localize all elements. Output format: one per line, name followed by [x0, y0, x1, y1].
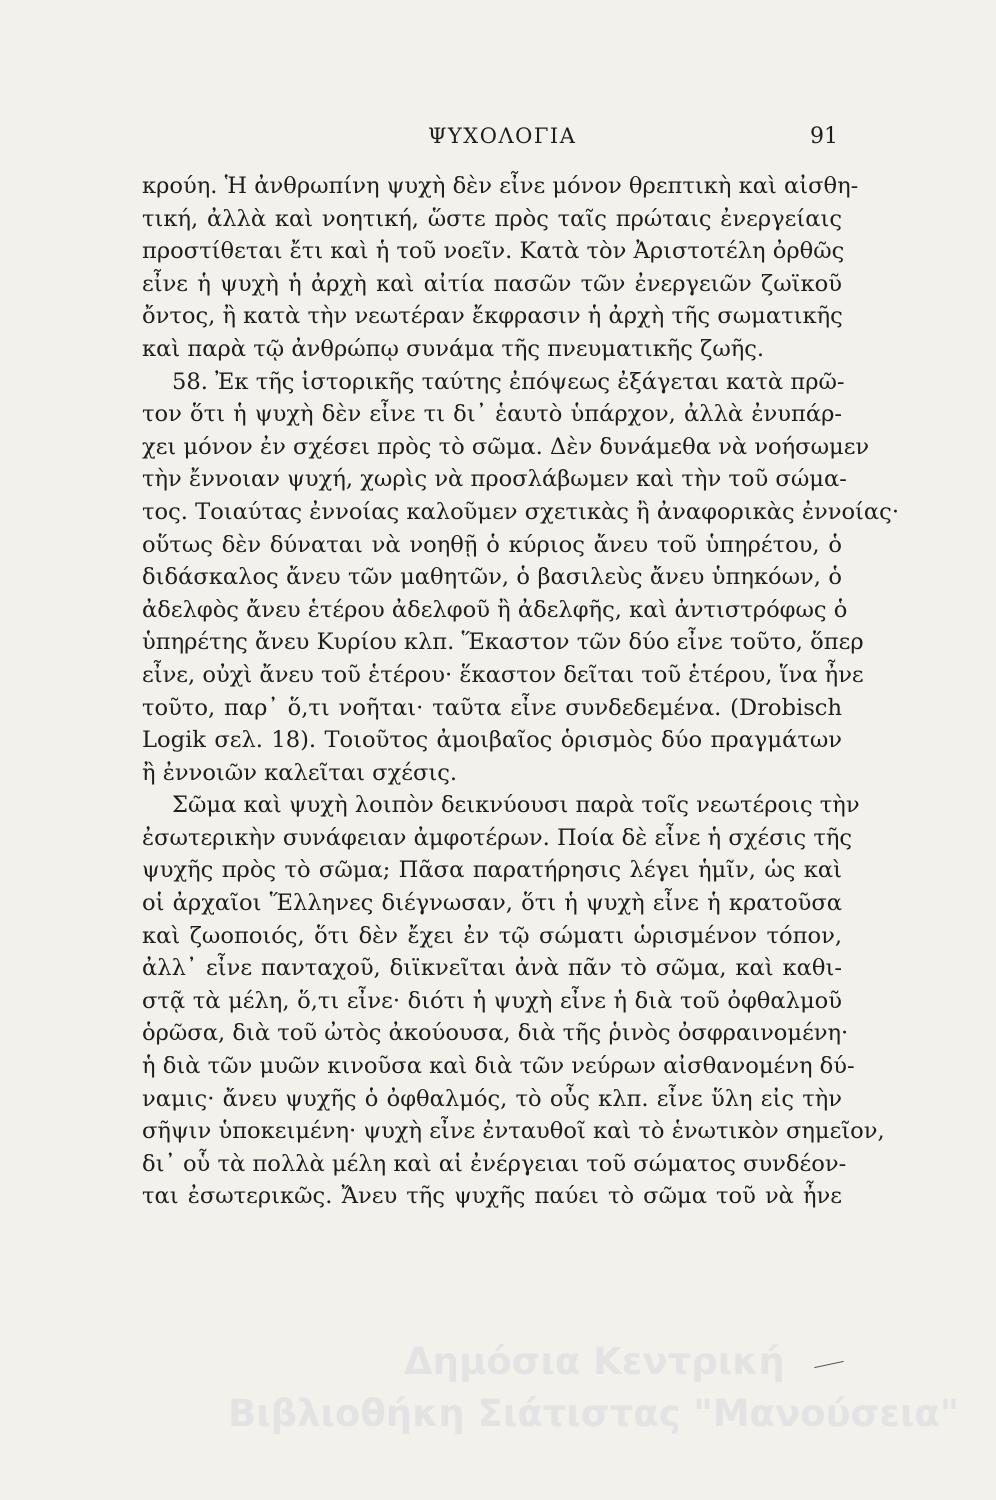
text-line: κρούη. Ἡ ἀνθρωπίνη ψυχὴ δὲν εἶνε μόνον θρεπτικὴ καὶ αἰσθη-: [142, 173, 859, 199]
text-line: σῆψιν ὑποκειμένη· ψυχὴ εἶνε ἐνταυθοῖ καὶ τὸ ἑνωτικὸν σημεῖον,: [142, 1118, 885, 1145]
text-line: ὁρῶσα, διὰ τοῦ ὠτὸς ἀκούουσα, διὰ τῆς ῥινὸς ὀσφραινομένη·: [142, 1020, 849, 1047]
page-header: [0, 124, 996, 158]
text-line: ἡ διὰ τῶν μυῶν κινοῦσα καὶ διὰ τῶν νεύρων αἰσθανομένη δύ-: [142, 1053, 855, 1080]
text-line: ψυχῆς πρὸς τὸ σῶμα; Πᾶσα παρατήρησις λέγει ἡμῖν, ὡς καὶ: [142, 857, 842, 884]
text-line: τική, ἀλλὰ καὶ νοητική, ὥστε πρὸς ταῖς πρώταις ἐνεργείαις: [142, 205, 842, 232]
text-line: οἱ ἀρχαῖοι Ἕλληνες διέγνωσαν, ὅτι ἡ ψυχὴ εἶνε ἡ κρατοῦσα: [142, 890, 842, 917]
body-text: [142, 170, 900, 1213]
text-line: ἀλλ᾽ εἶνε πανταχοῦ, διϊκνεῖται ἀνὰ πᾶν τὸ σῶμα, καὶ καθι-: [142, 955, 842, 982]
text-line: τοῦτο, παρ᾽ ὅ,τι νοῆται· ταῦτα εἶνε συνδεδεμένα. (Drobisch: [142, 694, 842, 721]
text-line: ἐσωτερικὴν συνάφειαν ἀμφοτέρων. Ποία δὲ εἶνε ἡ σχέσις τῆς: [142, 824, 853, 851]
text-line: προστίθεται ἔτι καὶ ἡ τοῦ νοεῖν. Κατὰ τὸν Ἀριστοτέλη ὀρθῶς: [142, 238, 845, 265]
watermark-line-2: Βιβλιοθήκη Σιάτιστας "Μανούσεια": [228, 1392, 960, 1435]
text-line: ὄντος, ἢ κατὰ τὴν νεωτέραν ἔκφρασιν ἡ ἀρχὴ τῆς σωματικῆς: [142, 303, 843, 330]
text-line: εἶνε, οὐχὶ ἄνευ τοῦ ἑτέρου· ἕκαστον δεῖται τοῦ ἑτέρου, ἵνα ἦνε: [142, 661, 864, 688]
text-line: καὶ παρὰ τῷ ἀνθρώπῳ συνάμα τῆς πνευματικῆς ζωῆς.: [142, 335, 765, 362]
text-line: χει μόνον ἐν σχέσει πρὸς τὸ σῶμα. Δὲν δυνάμεθα νὰ νοήσωμεν: [142, 433, 870, 460]
text-line: Σῶμα καὶ ψυχὴ λοιπὸν δεικνύουσι παρὰ τοῖς νεωτέροις τὴν: [172, 792, 860, 819]
text-line: ναμις· ἄνευ ψυχῆς ὁ ὀφθαλμός, τὸ οὖς κλπ. εἶνε ὕλη εἰς τὴν: [142, 1085, 842, 1112]
watermark-line-1: Δημόσια Κεντρική: [404, 1340, 785, 1383]
page-number: 91: [810, 124, 838, 149]
text-line: καὶ ζωοποιός, ὅτι δὲν ἔχει ἐν τῷ σώματι ὡρισμένον τόπον,: [142, 922, 842, 949]
text-line: Logik σελ. 18). Τοιοῦτος ἀμοιβαῖος ὁρισμὸς δύο πραγμάτων: [142, 727, 842, 754]
running-title: ΨΥΧΟΛΟΓΙΑ: [428, 124, 577, 148]
text-line: οὕτως δὲν δύναται νὰ νοηθῇ ὁ κύριος ἄνευ τοῦ ὑπηρέτου, ὁ: [142, 531, 842, 558]
text-line: εἶνε ἡ ψυχὴ ἡ ἀρχὴ καὶ αἰτία πασῶν τῶν ἐνεργειῶν ζωϊκοῦ: [142, 270, 842, 297]
text-line: ἢ ἐννοιῶν καλεῖται σχέσις.: [142, 759, 458, 786]
catchword-rule: [814, 1361, 844, 1368]
text-line: στᾷ τὰ μέλη, ὅ,τι εἶνε· διότι ἡ ψυχὴ εἶνε ἡ διὰ τοῦ ὀφθαλμοῦ: [142, 987, 842, 1014]
text-line: τος. Τοιαύτας ἐννοίας καλοῦμεν σχετικὰς ἢ ἀναφορικὰς ἐννοίας·: [142, 498, 900, 525]
text-line: ὑπηρέτης ἄνευ Κυρίου κλπ. Ἕκαστον τῶν δύο εἶνε τοῦτο, ὅπερ: [142, 629, 864, 656]
text-line: ἀδελφὸς ἄνευ ἑτέρου ἀδελφοῦ ἢ ἀδελφῆς, καὶ ἀντιστρόφως ὁ: [142, 596, 848, 623]
text-line: ται ἐσωτερικῶς. Ἄνευ τῆς ψυχῆς παύει τὸ σῶμα τοῦ νὰ ἦνε: [142, 1183, 842, 1210]
text-line: τὴν ἔννοιαν ψυχή, χωρὶς νὰ προσλάβωμεν καὶ τὴν τοῦ σώμα-: [142, 466, 847, 493]
text-line: διδάσκαλος ἄνευ τῶν μαθητῶν, ὁ βασιλεὺς ἄνευ ὑπηκόων, ὁ: [142, 564, 842, 591]
text-line: δι᾽ οὗ τὰ πολλὰ μέλη καὶ αἱ ἐνέργειαι τοῦ σώματος συνδέον-: [142, 1150, 847, 1177]
text-line: τον ὅτι ἡ ψυχὴ δὲν εἶνε τι δι᾽ ἑαυτὸ ὑπάρχον, ἀλλὰ ἐνυπάρ-: [142, 401, 842, 428]
text-line: 58. Ἐκ τῆς ἱστορικῆς ταύτης ἐπόψεως ἐξάγεται κατὰ πρῶ-: [172, 368, 845, 395]
